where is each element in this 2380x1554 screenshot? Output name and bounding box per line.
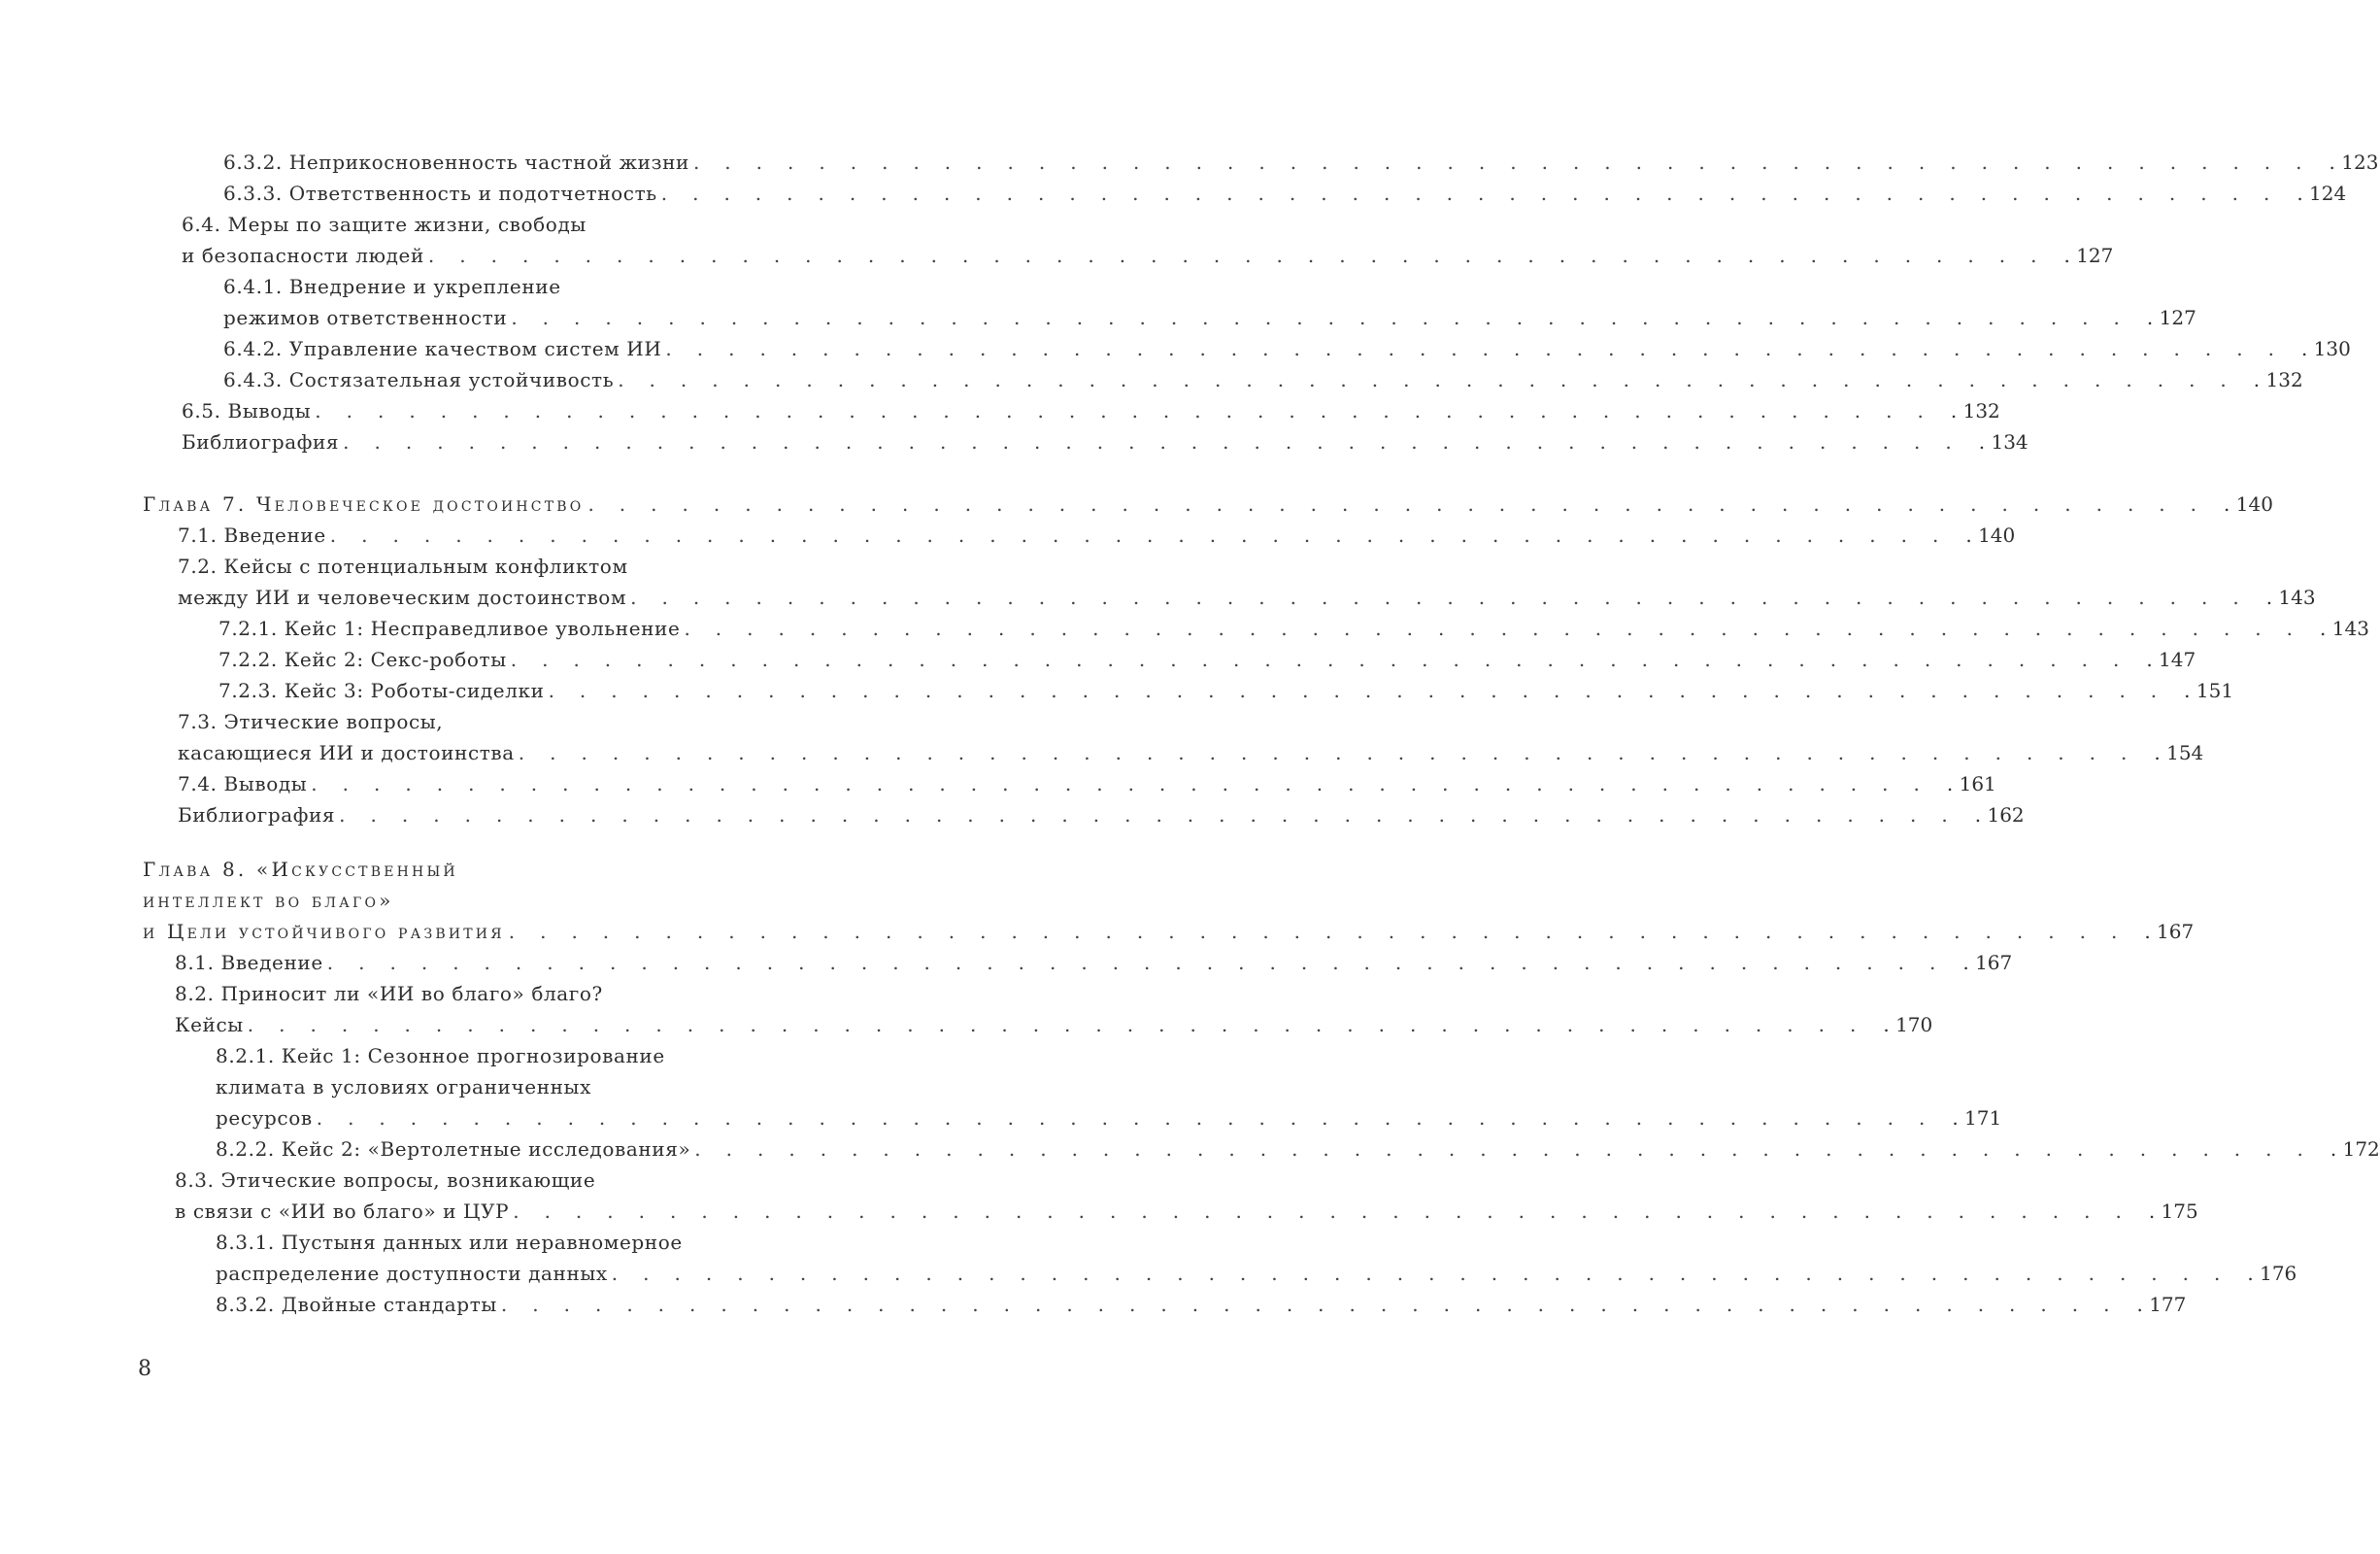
toc-chapter-heading	[143, 854, 834, 885]
dot-leader: ....................................................	[548, 679, 2183, 702]
dot-leader: ....................................................	[247, 1013, 1882, 1036]
toc-entry	[216, 1102, 2002, 1133]
toc-entry-title: 8.2.2. Кейс 2: «Вертолетные исследования»	[216, 1133, 694, 1165]
toc-entry-title: Глава 8. «Искусственный	[143, 858, 458, 881]
toc-entry	[216, 1227, 834, 1258]
toc-entry	[218, 644, 2196, 675]
toc-entry-page: . 175	[2147, 1196, 2198, 1227]
toc-entry	[182, 209, 834, 240]
toc-entry-title: ресурсов	[216, 1102, 317, 1133]
toc-entry	[178, 520, 2016, 551]
toc-entry-page: . 143	[2264, 582, 2316, 613]
toc-entry-page: . 143	[2318, 613, 2369, 644]
toc-entry-page: . 154	[2152, 737, 2203, 768]
toc-entry-title: Кейсы	[175, 1009, 248, 1040]
toc-entry-page: . 171	[1950, 1102, 2001, 1133]
toc-entry-page: . 167	[1961, 947, 2012, 978]
toc-entry-title: 6.4.3. Состязательная устойчивость	[223, 364, 618, 395]
dot-leader: ....................................................	[513, 1199, 2147, 1223]
dot-leader: ....................................................	[630, 586, 2264, 609]
dot-leader: ....................................................	[326, 951, 1961, 974]
dot-leader: ....................................................	[618, 368, 2252, 391]
toc-entry-title: 7.1. Введение	[178, 520, 330, 551]
toc-entry-page: . 123	[2328, 147, 2379, 178]
dot-leader: ....................................................	[518, 741, 2153, 764]
toc-entry-title: 8.3.2. Двойные стандарты	[216, 1289, 501, 1320]
toc-entry-title: режимов ответственности	[223, 302, 511, 333]
dot-leader: ....................................................	[692, 151, 2328, 174]
toc-entry-page: . 167	[2142, 916, 2194, 947]
toc-entry-title: Глава 7. Человеческое достоинство	[143, 489, 587, 520]
toc-entry	[175, 1165, 834, 1196]
toc-chapter-heading	[143, 489, 2273, 520]
toc-entry-page: . 151	[2182, 675, 2233, 706]
toc-entry-page: . 162	[1973, 799, 2025, 830]
toc-entry	[182, 395, 2000, 426]
dot-leader: ....................................................	[587, 492, 2223, 516]
toc-entry-page: . 161	[1945, 768, 1996, 799]
toc-entry-page: . 132	[1949, 395, 2000, 426]
toc-entry-title: 7.2.1. Кейс 1: Несправедливое увольнение	[218, 613, 684, 644]
toc-entry-title: 7.2.3. Кейс 3: Роботы-сиделки	[218, 675, 549, 706]
toc-entry	[182, 426, 2028, 457]
dot-leader: ....................................................	[660, 182, 2296, 205]
toc-entry-page: . 132	[2252, 364, 2303, 395]
toc-entry-title: 8.1. Введение	[175, 947, 327, 978]
dot-leader: ....................................................	[311, 772, 1945, 795]
toc-entry-title: 6.4.2. Управление качеством систем ИИ	[223, 333, 665, 364]
toc-entry-page: . 134	[1977, 426, 2028, 457]
toc-entry-title: касающиеся ИИ и достоинства	[178, 737, 519, 768]
toc-entry	[178, 737, 2204, 768]
toc-entry-page: . 176	[2245, 1258, 2296, 1289]
toc-entry-title: 6.3.2. Неприкосновенность частной жизни	[223, 147, 693, 178]
dot-leader: ....................................................	[511, 306, 2145, 329]
dot-leader: ....................................................	[510, 648, 2145, 671]
toc-entry-page: . 124	[2295, 178, 2346, 209]
dot-leader: ....................................................	[329, 524, 1964, 547]
toc-entry-title: 6.4.1. Внедрение и укрепление	[223, 275, 561, 298]
toc-entry-page: . 177	[2134, 1289, 2186, 1320]
toc-entry	[223, 178, 2347, 209]
toc-entry-title: и Цели устойчивого развития	[143, 916, 509, 947]
toc-entry	[223, 333, 2351, 364]
toc-entry-title: климата в условиях ограниченных	[216, 1075, 591, 1098]
toc-entry-page: . 140	[1963, 520, 2015, 551]
toc-entry-title: и безопасности людей	[182, 240, 428, 271]
toc-entry	[223, 302, 2196, 333]
dot-leader: ....................................................	[694, 1137, 2329, 1161]
dot-leader: ....................................................	[665, 337, 2299, 360]
toc-entry-title: 8.3.1. Пустыня данных или неравномерное	[216, 1231, 683, 1254]
dot-leader: ....................................................	[315, 399, 1949, 422]
toc-entry-title: 8.2.1. Кейс 1: Сезонное прогнозирование	[216, 1044, 665, 1067]
toc-entry-title: 6.5. Выводы	[182, 395, 315, 426]
toc-entry-page: . 127	[2062, 240, 2113, 271]
dot-leader: ....................................................	[339, 803, 1973, 827]
toc-entry	[178, 551, 834, 582]
toc-entry-title: в связи с «ИИ во благо» и ЦУР	[175, 1196, 513, 1227]
toc-entry-page: . 147	[2144, 644, 2196, 675]
toc-entry	[175, 947, 2013, 978]
toc-entry-title: 7.4. Выводы	[178, 768, 311, 799]
toc-chapter-heading-cont	[143, 916, 2195, 947]
toc-entry-page: . 170	[1881, 1009, 1932, 1040]
toc-entry	[216, 1289, 2187, 1320]
toc-entry-title: интеллект во благо»	[143, 889, 394, 912]
toc-entry-title: 8.3. Этические вопросы, возникающие	[175, 1168, 596, 1192]
dot-leader: ....................................................	[508, 920, 2143, 943]
toc-entry-title: 8.2. Приносит ли «ИИ во благо» благо?	[175, 982, 603, 1005]
toc-entry-title: Библиография	[182, 426, 343, 457]
toc-entry	[216, 1133, 2380, 1165]
dot-leader: ....................................................	[684, 617, 2319, 640]
toc-entry	[178, 768, 1996, 799]
dot-leader: ....................................................	[343, 430, 1977, 454]
toc-entry-title: 6.3.3. Ответственность и подотчетность	[223, 178, 661, 209]
toc-entry-page: . 172	[2329, 1133, 2380, 1165]
toc-entry-page: . 140	[2222, 489, 2273, 520]
dot-leader: ....................................................	[611, 1262, 2246, 1285]
toc-entry	[216, 1258, 2297, 1289]
dot-leader: ....................................................	[500, 1293, 2135, 1316]
toc-entry-title: между ИИ и человеческим достоинством	[178, 582, 630, 613]
dot-leader: ....................................................	[427, 244, 2062, 267]
page-number: 8	[138, 1357, 151, 1381]
toc-entry	[175, 1009, 1933, 1040]
toc-entry-page: . 127	[2145, 302, 2196, 333]
toc-entry	[175, 1196, 2198, 1227]
toc-entry	[216, 1071, 834, 1102]
toc-entry-title: 6.4. Меры по защите жизни, свободы	[182, 213, 587, 236]
toc-entry	[218, 613, 2369, 644]
toc-entry	[175, 978, 834, 1009]
toc-entry-title: 7.2.2. Кейс 2: Секс-роботы	[218, 644, 511, 675]
toc-entry-title: 7.2. Кейсы с потенциальным конфликтом	[178, 555, 628, 578]
toc-entry	[178, 799, 2025, 830]
toc-entry	[223, 147, 2379, 178]
toc-entry	[182, 240, 2114, 271]
toc-entry-title: Библиография	[178, 799, 339, 830]
toc-entry	[223, 271, 834, 302]
toc-entry	[178, 582, 2316, 613]
toc-chapter-heading-cont	[143, 885, 834, 916]
toc-entry-title: распределение доступности данных	[216, 1258, 612, 1289]
toc-entry-title: 7.3. Этические вопросы,	[178, 710, 444, 733]
toc-entry	[216, 1040, 834, 1071]
toc-entry	[223, 364, 2303, 395]
dot-leader: ....................................................	[316, 1106, 1951, 1130]
toc-entry	[218, 675, 2234, 706]
toc-entry	[178, 706, 834, 737]
toc-entry-page: . 130	[2299, 333, 2351, 364]
